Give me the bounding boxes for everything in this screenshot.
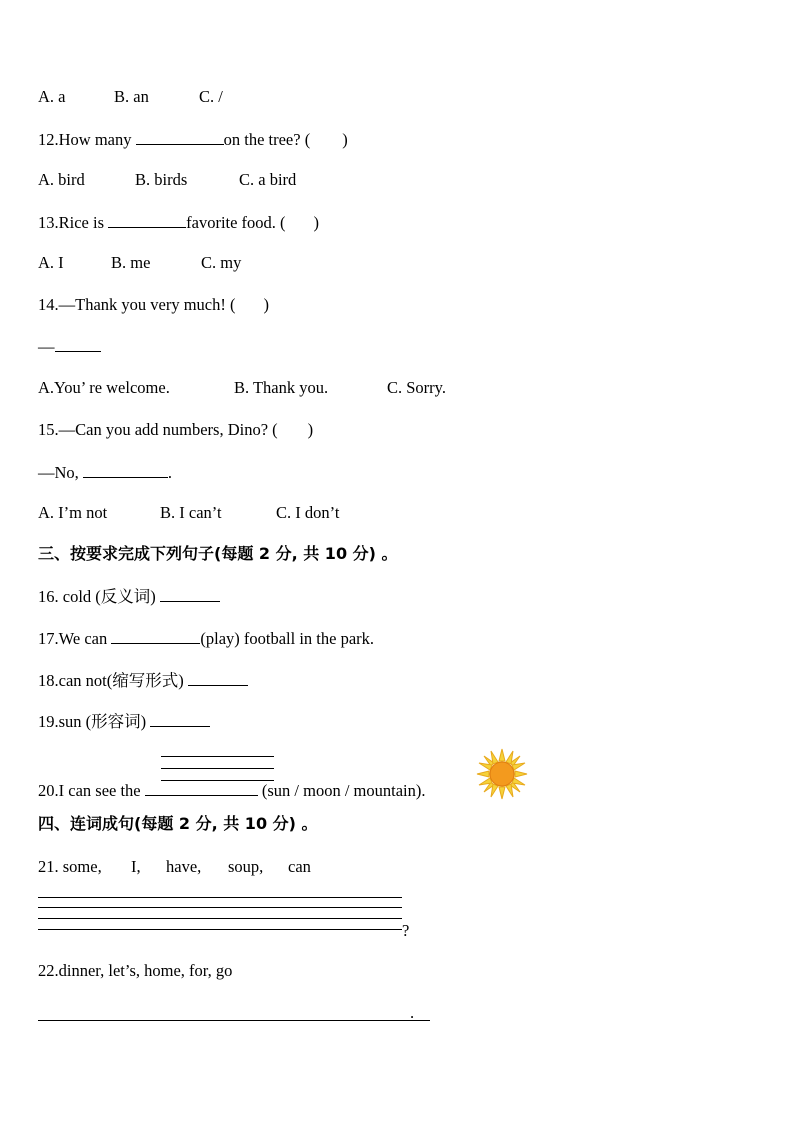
q13-option-c[interactable]: C. my [201, 253, 242, 272]
q15-answer-prefix: —No, [38, 463, 83, 482]
q13-blank[interactable] [108, 212, 186, 228]
q22-answer-line[interactable] [38, 1020, 430, 1021]
q21-word: soup, [228, 857, 264, 876]
q21-answer-line[interactable] [38, 907, 402, 908]
q21-word: have, [166, 857, 202, 876]
q20-answer-line[interactable] [161, 768, 274, 769]
q13-paren-close: ) [313, 213, 320, 232]
q19-stem [38, 711, 210, 732]
section-4-heading: 四、连词成句(每题 2 分, 共 10 分) 。 [38, 814, 318, 833]
q13-options [38, 253, 241, 273]
q14-option-b[interactable]: B. Thank you. [234, 378, 329, 397]
q14-option-c[interactable]: C. Sorry. [387, 378, 446, 397]
q11-option-b[interactable]: B. an [114, 87, 149, 106]
q19-text: 19.sun (形容词) [38, 712, 151, 731]
q12-blank[interactable] [136, 129, 224, 145]
q17-stem [38, 628, 374, 649]
q14-option-a[interactable]: A.You’ re welcome. [38, 378, 170, 397]
q19-blank[interactable] [150, 711, 210, 727]
q21-word: 21. some, [38, 857, 102, 876]
q15-paren-close: ) [307, 420, 314, 439]
q12-options [38, 170, 296, 190]
q18-text: 18.can not(缩写形式) [38, 671, 188, 690]
q13-stem [38, 212, 319, 233]
q15-reply [38, 462, 172, 483]
q20-text-before: 20.I can see the [38, 781, 145, 800]
q15-options [38, 503, 339, 523]
q12-text-after: on the tree? ( [223, 130, 311, 149]
q13-option-a[interactable]: A. I [38, 253, 64, 272]
q15-option-b[interactable]: B. I can’t [160, 503, 222, 522]
q17-text-before: 17.We can [38, 629, 112, 648]
q14-reply [38, 336, 101, 357]
q14-stem [38, 295, 269, 315]
q17-blank[interactable] [111, 628, 200, 644]
q15-text: 15.—Can you add numbers, Dino? ( [38, 420, 278, 439]
q16-stem [38, 586, 220, 607]
q18-blank[interactable] [188, 670, 248, 686]
q21-answer-line[interactable] [38, 929, 402, 930]
q22-end-mark: . [410, 1003, 415, 1022]
q21-word: can [288, 857, 311, 876]
q13-text-before: 13.Rice is [38, 213, 109, 232]
q18-stem [38, 670, 248, 691]
q13-text-after: favorite food. ( [186, 213, 286, 232]
q15-stem [38, 420, 313, 440]
q14-paren-close: ) [263, 295, 269, 314]
section-3-heading: 三、按要求完成下列句子(每题 2 分, 共 10 分) 。 [38, 544, 398, 563]
q14-options [38, 378, 446, 398]
q17-text-after: (play) football in the park. [200, 629, 375, 648]
q12-paren-close: ) [342, 130, 348, 149]
q11-option-c[interactable]: C. / [199, 87, 223, 106]
q12-option-a[interactable]: A. bird [38, 170, 85, 189]
q21-answer-line[interactable] [38, 897, 402, 898]
q21-words [38, 857, 311, 877]
q12-text-before: 12.How many [38, 130, 136, 149]
q21-end-mark: ? [402, 921, 410, 940]
q15-answer-suffix: . [167, 463, 173, 482]
q16-text: 16. cold (反义词) [38, 587, 160, 606]
q22-stem: 22.dinner, let’s, home, for, go [38, 961, 233, 980]
q14-answer-prefix: — [38, 337, 55, 356]
q20-blank[interactable] [145, 780, 258, 796]
q15-blank[interactable] [83, 462, 168, 478]
q14-text: 14.—Thank you very much! ( [38, 295, 236, 314]
q21-word: I, [131, 857, 141, 876]
q21-answer-line[interactable] [38, 918, 402, 919]
q15-option-c[interactable]: C. I don’t [276, 503, 340, 522]
q15-option-a[interactable]: A. I’m not [38, 503, 108, 522]
q20-answer-line[interactable] [161, 756, 274, 757]
q11-option-a[interactable]: A. a [38, 87, 66, 106]
q20-text-after: (sun / moon / mountain). [257, 781, 426, 800]
sun-icon [476, 748, 528, 800]
q12-option-c[interactable]: C. a bird [239, 170, 297, 189]
q12-stem [38, 129, 348, 150]
q12-option-b[interactable]: B. birds [135, 170, 188, 189]
q20-stem [38, 780, 426, 801]
q16-blank[interactable] [160, 586, 220, 602]
q13-option-b[interactable]: B. me [111, 253, 151, 272]
q11-options [38, 87, 223, 107]
q14-blank[interactable] [55, 336, 101, 352]
